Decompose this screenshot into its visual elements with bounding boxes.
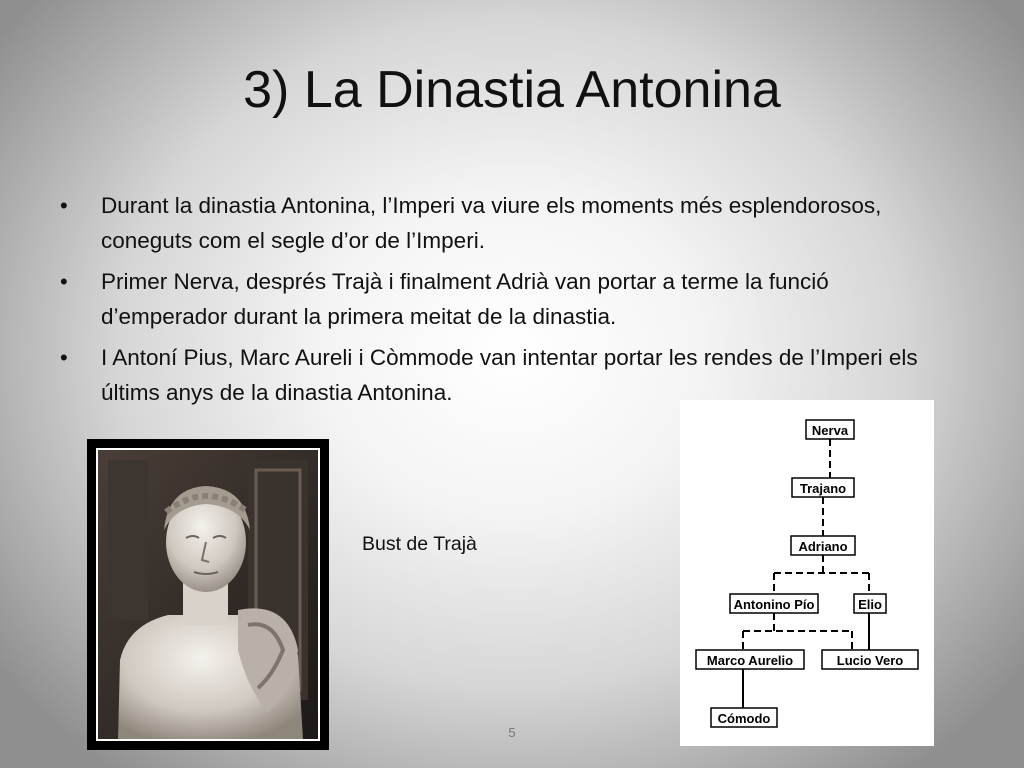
tree-node-nerva — [806, 420, 854, 439]
tree-node-label: Cómodo — [717, 711, 771, 726]
bullet-item — [58, 264, 958, 334]
tree-node-label: Adriano — [798, 539, 848, 554]
bullet-marker: • — [60, 193, 68, 218]
bullet-text: Primer Nerva, després Trajà i finalment Adrià van portar a terme la funció d’emperador durant la primera meitat de la dinastia. — [101, 269, 829, 329]
page-number: 5 — [508, 725, 516, 740]
bullet-marker: • — [60, 269, 68, 294]
tree-node-label: Antonino Pío — [733, 597, 815, 612]
bullet-item — [58, 188, 958, 258]
family-tree-svg — [680, 400, 934, 746]
bullet-list — [58, 188, 958, 416]
tree-node-marco-aurelio — [696, 650, 804, 669]
slide-title: 3) La Dinastia Antonina — [243, 61, 781, 119]
tree-node-label: Marco Aurelio — [706, 653, 794, 668]
bust-of-trajan-image — [96, 448, 320, 741]
bullet-marker: • — [60, 345, 68, 370]
tree-node-antonino-pio — [730, 594, 818, 613]
bullet-text: Durant la dinastia Antonina, l’Imperi va viure els moments més esplendorosos, coneguts com el segle d’or de l’Imperi. — [101, 193, 882, 253]
tree-node-label: Trajano — [799, 481, 847, 496]
tree-node-label: Lucio Vero — [836, 653, 904, 668]
tree-node-trajano — [792, 478, 854, 497]
bust-caption: Bust de Trajà — [362, 533, 477, 555]
tree-node-label: Nerva — [811, 423, 849, 438]
tree-node-elio — [854, 594, 886, 613]
bullet-text: I Antoní Pius, Marc Aureli i Còmmode van intentar portar les rendes de l’Imperi els últims anys de la dinastia Antonina. — [101, 345, 918, 405]
family-tree-diagram — [680, 400, 934, 746]
tree-node-lucio-vero — [822, 650, 918, 669]
bust-photo-frame — [87, 439, 329, 750]
tree-node-adriano — [791, 536, 855, 555]
tree-node-label: Elio — [858, 597, 882, 612]
bust-illustration — [98, 450, 318, 739]
